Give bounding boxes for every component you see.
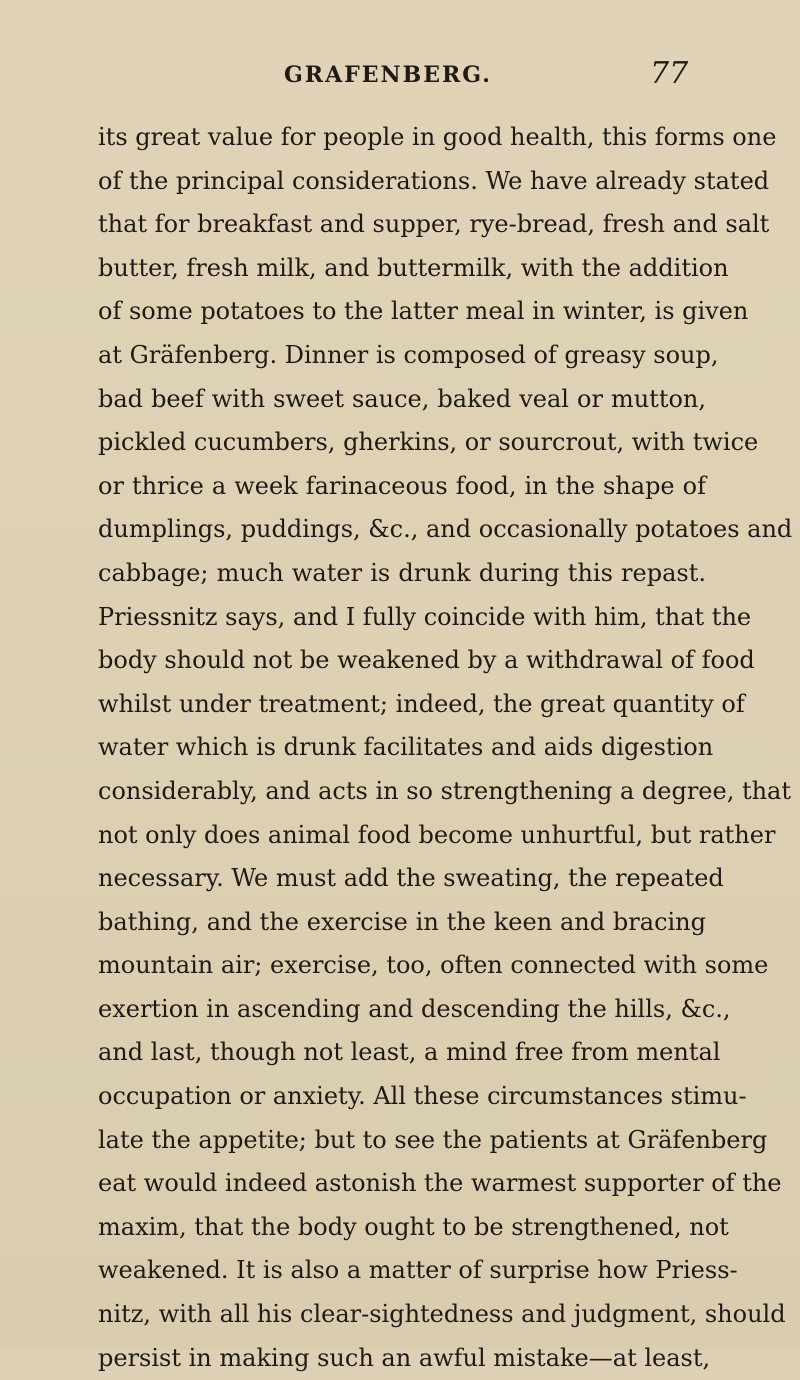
text-line: of the principal considerations. We have already stated — [98, 166, 770, 195]
page-number: 77 — [650, 56, 689, 91]
text-line: its great value for people in good health, this forms one — [98, 123, 777, 151]
text-line: mountain air; exercise, too, often connected with some — [98, 951, 769, 980]
text-line: of some potatoes to the latter meal in winter, is given — [98, 297, 749, 326]
text-line: exertion in ascending and descending the hills, &c., — [98, 994, 731, 1023]
text-line: water which is drunk facilitates and aids digestion — [98, 733, 714, 762]
text-line: whilst under treatment; indeed, the great quantity of — [98, 689, 745, 718]
text-line: necessary. We must add the sweating, the repeated — [98, 864, 724, 893]
text-line: dumplings, puddings, &c., and occasionally potatoes and — [98, 515, 793, 544]
text-line: persist in making such an awful mistake—at least, — [98, 1343, 711, 1372]
text-line: that for breakfast and supper, rye-bread, fresh and salt — [98, 210, 770, 239]
body-text — [98, 116, 793, 1380]
text-line: weakened. It is also a matter of surprise how Priess- — [98, 1256, 738, 1285]
text-line: Priessnitz says, and I fully coincide with him, that the — [98, 602, 752, 631]
text-line: occupation or anxiety. All these circumstances stimu- — [98, 1082, 747, 1111]
text-line: maxim, that the body ought to be strengthened, not — [98, 1212, 729, 1241]
running-head — [0, 56, 800, 102]
text-line: eat would indeed astonish the warmest supporter of the — [98, 1169, 782, 1198]
text-line: bathing, and the exercise in the keen and bracing — [98, 907, 706, 936]
text-line: bad beef with sweet sauce, baked veal or mutton, — [98, 384, 706, 413]
running-title: GRAFENBERG. — [284, 62, 492, 88]
text-line: not only does animal food become unhurtful, but rather — [98, 820, 776, 849]
text-line: or thrice a week farinaceous food, in the shape of — [98, 471, 706, 500]
text-line: body should not be weakened by a withdrawal of food — [98, 646, 755, 675]
text-line: and last, though not least, a mind free from mental — [98, 1038, 721, 1067]
text-line: at Gräfenberg. Dinner is composed of greasy soup, — [98, 340, 719, 369]
text-line: cabbage; much water is drunk during this repast. — [98, 558, 706, 587]
text-line: considerably, and acts in so strengthening a degree, that — [98, 776, 792, 805]
text-line: butter, fresh milk, and buttermilk, with the addition — [98, 253, 729, 282]
text-line: nitz, with all his clear-sightedness and judgment, should — [98, 1300, 786, 1329]
text-line: pickled cucumbers, gherkins, or sourcrout, with twice — [98, 428, 759, 457]
text-line: late the appetite; but to see the patients at Gräfenberg — [98, 1125, 768, 1154]
